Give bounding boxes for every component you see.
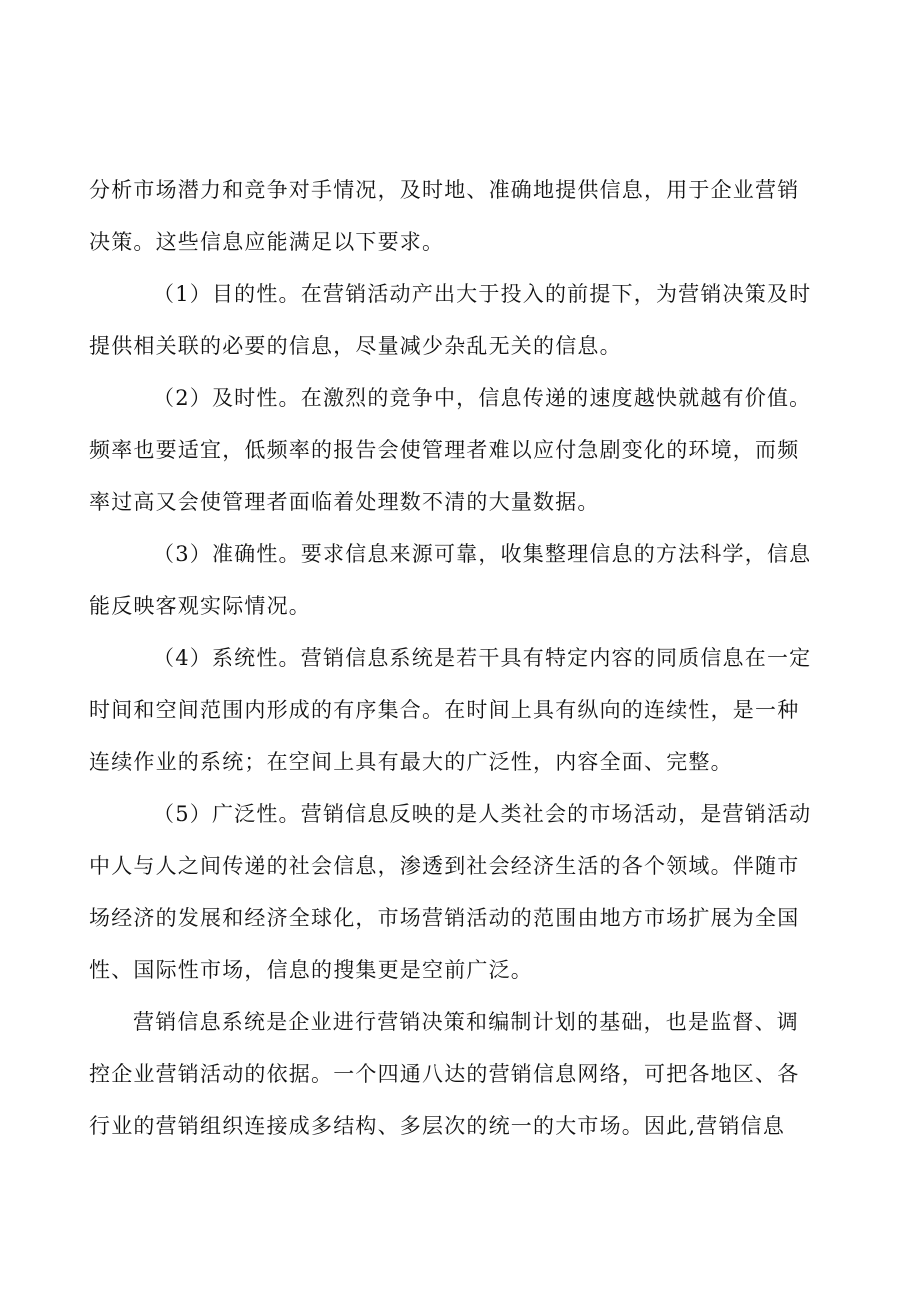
text-line: 率过高又会使管理者面临着处理数不清的大量数据。 — [89, 490, 600, 514]
paragraph-system-basis — [89, 996, 839, 1152]
paragraph-extensiveness — [89, 788, 839, 996]
text-line: 提供相关联的必要的信息，尽量减少杂乱无关的信息。 — [89, 334, 622, 358]
paragraph-systematic — [89, 632, 839, 788]
text-line: 行业的营销组织连接成多结构、多层次的统一的大市场。因此,营销信息 — [89, 1114, 786, 1138]
text-line: 能反映客观实际情况。 — [89, 594, 311, 618]
text-line: （2）及时性。在激烈的竞争中，信息传递的速度越快就越有价值。 — [153, 386, 812, 410]
text-line: 营销信息系统是企业进行营销决策和编制计划的基础，也是监督、调 — [133, 1010, 799, 1034]
text-line: 控企业营销活动的依据。一个四通八达的营销信息网络，可把各地区、各 — [89, 1062, 800, 1086]
text-line: 频率也要适宜，低频率的报告会使管理者难以应付急剧变化的环境，而频 — [89, 438, 800, 462]
text-line: 场经济的发展和经济全球化，市场营销活动的范围由地方市场扩展为全国 — [89, 906, 800, 930]
text-line: 连续作业的系统；在空间上具有最大的广泛性，内容全面、完整。 — [89, 750, 733, 774]
paragraph-purpose — [89, 268, 839, 372]
paragraph-intro — [89, 164, 839, 268]
text-line: 分析市场潜力和竞争对手情况，及时地、准确地提供信息，用于企业营销 — [89, 178, 800, 202]
text-line: 时间和空间范围内形成的有序集合。在时间上具有纵向的连续性，是一种 — [89, 698, 800, 722]
paragraph-timeliness — [89, 372, 839, 528]
text-line: （5）广泛性。营销信息反映的是人类社会的市场活动，是营销活动 — [153, 802, 812, 826]
document-body — [89, 164, 839, 1152]
text-line: 中人与人之间传递的社会信息，渗透到社会经济生活的各个领域。伴随市 — [89, 854, 800, 878]
text-line: （3）准确性。要求信息来源可靠，收集整理信息的方法科学，信息 — [153, 542, 812, 566]
text-line: 性、国际性市场，信息的搜集更是空前广泛。 — [89, 958, 533, 982]
paragraph-accuracy — [89, 528, 839, 632]
text-line: 决策。这些信息应能满足以下要求。 — [89, 230, 445, 254]
text-line: （1）目的性。在营销活动产出大于投入的前提下，为营销决策及时 — [153, 282, 812, 306]
text-line: （4）系统性。营销信息系统是若干具有特定内容的同质信息在一定 — [153, 646, 812, 670]
